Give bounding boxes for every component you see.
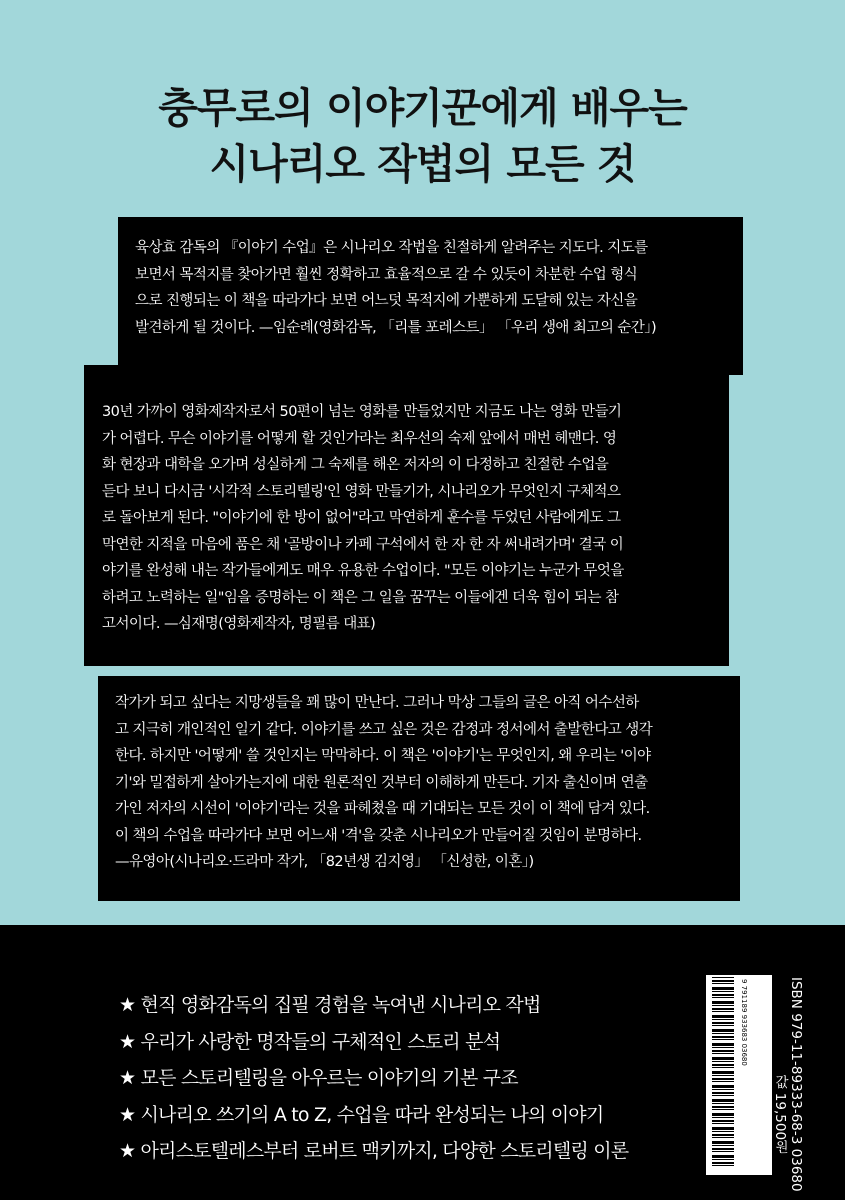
quote-line: 보면서 목적지를 찾아가면 훨씬 정확하고 효율적으로 갈 수 있듯이 차분한 수업 형식	[135, 266, 638, 283]
bottom-panel	[0, 925, 845, 1200]
feature-item: ★ 아리스토텔레스부터 로버트 맥키까지, 다양한 스토리텔링 이론	[119, 1140, 629, 1162]
endorsement-quote-1	[118, 217, 743, 375]
price-label: 값 19,500원	[772, 1075, 788, 1154]
endorsement-quote-2	[84, 365, 729, 666]
quote-line: 30년 가까이 영화제작자로서 50편이 넘는 영화를 만들었지만 지금도 나는 영화 만들기	[102, 404, 622, 420]
quote-line: 하려고 노력하는 일"임을 증명하는 이 책은 그 일을 꿈꾸는 이들에겐 더욱 힘이 되는 참	[102, 589, 619, 606]
feature-item: ★ 모든 스토리텔링을 아우르는 이야기의 기본 구조	[119, 1067, 518, 1089]
quote-line: 한다. 하지만 '어떻게' 쓸 것인지는 막막하다. 이 책은 '이야기'는 무엇인지, 왜 우리는 '이야	[115, 748, 651, 764]
quote-line: 기'와 밀접하게 살아가는지에 대한 원론적인 것부터 이해하게 만든다. 기자 출신이며 연출	[115, 774, 648, 791]
quote-line: 막연한 지적을 마음에 품은 채 '골방이나 카페 구석에서 한 자 한 자 써내려가며' 결국 이	[102, 536, 624, 553]
isbn-label: ISBN 979-11-89333-68-3 03680	[788, 977, 804, 1192]
barcode-digits: 9 791189 933683 03680	[740, 979, 748, 1066]
feature-item: ★ 현직 영화감독의 집필 경험을 녹여낸 시나리오 작법	[119, 994, 541, 1016]
quote-line: 작가가 되고 싶다는 지망생들을 꽤 많이 만난다. 그러나 막상 그들의 글은 아직 어수선하	[115, 695, 639, 711]
feature-list	[119, 987, 628, 1170]
quote-line: —유영아(시나리오·드라마 작가, 「82년생 김지영」 「신성한, 이혼」)	[115, 854, 534, 870]
quote-line: 육상효 감독의 『이야기 수업』은 시나리오 작법을 친절하게 알려주는 지도다. 지도를	[135, 240, 648, 256]
headline-line-2: 시나리오 작법의 모든 것	[209, 140, 636, 188]
headline	[0, 80, 845, 192]
quote-line: 으로 진행되는 이 책을 따라가다 보면 어느덧 목적지에 가뿐하게 도달해 있는 자신을	[135, 293, 638, 309]
quote-line: 고 지극히 개인적인 일기 같다. 이야기를 쓰고 싶은 것은 감정과 정서에서 출발한다고 생각	[115, 721, 653, 738]
feature-item: ★ 시나리오 쓰기의 A to Z, 수업을 따라 완성되는 나의 이야기	[119, 1103, 604, 1126]
quote-line: 가 어렵다. 무슨 이야기를 어떻게 할 것인가라는 최우선의 숙제 앞에서 매번 헤맨다. 영	[102, 430, 617, 447]
quote-line: 로 돌아보게 된다. "이야기에 한 방이 없어"라고 막연하게 훈수를 두었던 사람에게도 그	[102, 510, 621, 526]
headline-line-1: 충무로의 이야기꾼에게 배우는	[158, 84, 687, 132]
quote-line: 발견하게 될 것이다. —임순례(영화감독, 「리틀 포레스트」 「우리 생애 최고의 순간」)	[135, 319, 657, 336]
endorsement-quote-3	[98, 676, 740, 901]
quote-line: 듣다 보니 다시금 '시각적 스토리텔링'인 영화 만들기가, 시나리오가 무엇인지 구체적으	[102, 483, 621, 500]
feature-item: ★ 우리가 사랑한 명작들의 구체적인 스토리 분석	[119, 1030, 501, 1053]
quote-line: 화 현장과 대학을 오가며 성실하게 그 숙제를 해온 저자의 이 다정하고 친절한 수업을	[102, 457, 609, 473]
quote-line: 고서이다. —심재명(영화제작자, 명필름 대표)	[102, 616, 376, 632]
quote-line: 가인 저자의 시선이 '이야기'라는 것을 파헤쳤을 때 기대되는 모든 것이 이 책에 담겨 있다.	[115, 801, 650, 817]
barcode	[706, 975, 772, 1175]
barcode-bars	[712, 977, 734, 1169]
quote-line: 이 책의 수업을 따라가다 보면 어느새 '격'을 갖춘 시나리오가 만들어질 것임이 분명하다.	[115, 827, 642, 844]
quote-line: 야기를 완성해 내는 작가들에게도 매우 유용한 수업이다. "모든 이야기는 누군가 무엇을	[102, 563, 624, 579]
